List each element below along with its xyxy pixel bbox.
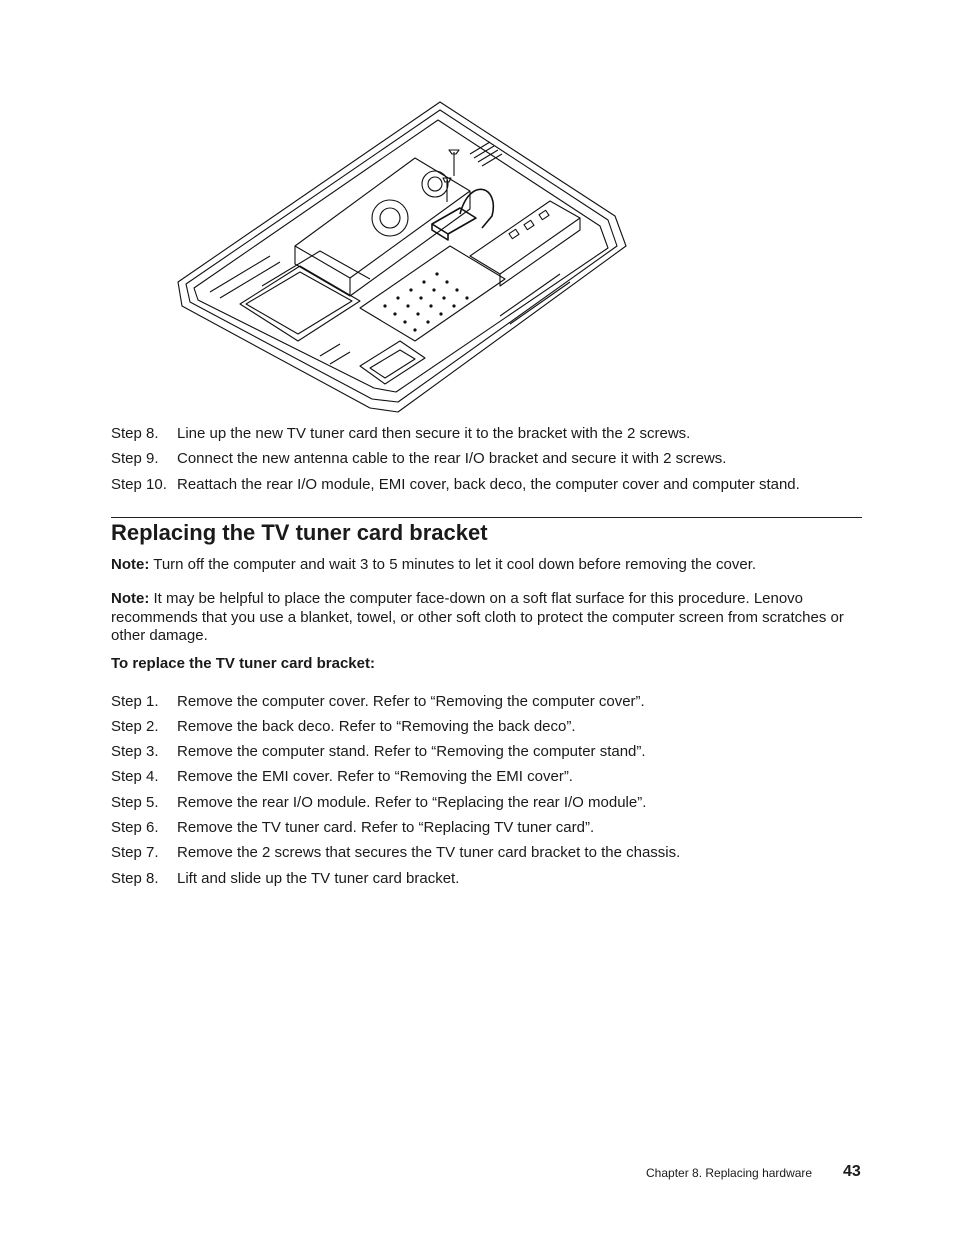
step-text: Remove the TV tuner card. Refer to “Replacing TV tuner card”. xyxy=(177,819,595,836)
figure-step-8 xyxy=(111,425,871,443)
procedure-step-4 xyxy=(111,768,871,786)
step-number: Step 4. xyxy=(111,768,159,785)
step-text: Remove the EMI cover. Refer to “Removing the EMI cover”. xyxy=(177,768,573,785)
step-text: Remove the rear I/O module. Refer to “Replacing the rear I/O module”. xyxy=(177,794,647,811)
note-face-down xyxy=(111,590,863,646)
note-cooldown xyxy=(111,556,863,575)
step-number: Step 10. xyxy=(111,476,167,493)
step-text: Remove the back deco. Refer to “Removing the back deco”. xyxy=(177,718,576,735)
footer-chapter-label: Chapter 8. Replacing hardware xyxy=(646,1166,813,1180)
note-label: Note: xyxy=(111,556,150,573)
step-number: Step 8. xyxy=(111,870,159,887)
note-text: It may be helpful to place the computer face-down on a soft flat surface for this procedure. Lenovo recommends that you use a blanket, towel, or other soft cloth to protect the computer screen from scratches or other damage. xyxy=(111,590,844,644)
procedure-step-1 xyxy=(111,693,871,711)
procedure-step-7 xyxy=(111,844,871,862)
step-number: Step 5. xyxy=(111,794,159,811)
step-number: Step 3. xyxy=(111,743,159,760)
note-text: Turn off the computer and wait 3 to 5 minutes to let it cool down before removing the cover. xyxy=(149,556,757,573)
step-text: Connect the new antenna cable to the rear I/O bracket and secure it with 2 screws. xyxy=(177,450,727,467)
step-number: Step 6. xyxy=(111,819,159,836)
step-text: Lift and slide up the TV tuner card bracket. xyxy=(177,870,460,887)
step-text: Reattach the rear I/O module, EMI cover, back deco, the computer cover and computer stand. xyxy=(177,476,800,493)
chassis-illustration xyxy=(170,96,630,416)
section-heading: Replacing the TV tuner card bracket xyxy=(111,520,488,545)
procedure-step-list xyxy=(111,693,871,888)
step-text: Remove the computer cover. Refer to “Removing the computer cover”. xyxy=(177,693,645,710)
step-text: Remove the computer stand. Refer to “Removing the computer stand”. xyxy=(177,743,646,760)
procedure-step-5 xyxy=(111,794,871,812)
footer-page-number: 43 xyxy=(843,1163,861,1180)
step-number: Step 2. xyxy=(111,718,159,735)
step-number: Step 8. xyxy=(111,425,159,442)
procedure-title: To replace the TV tuner card bracket: xyxy=(111,655,375,672)
figure-step-9 xyxy=(111,450,871,468)
procedure-step-6 xyxy=(111,819,871,837)
step-number: Step 1. xyxy=(111,693,159,710)
step-text: Remove the 2 screws that secures the TV tuner card bracket to the chassis. xyxy=(177,844,681,861)
figure-step-10 xyxy=(111,476,871,494)
figure-step-list xyxy=(111,425,871,494)
procedure-step-2 xyxy=(111,718,871,736)
step-number: Step 9. xyxy=(111,450,159,467)
procedure-step-8 xyxy=(111,870,871,888)
step-text: Line up the new TV tuner card then secure it to the bracket with the 2 screws. xyxy=(177,425,691,442)
procedure-step-3 xyxy=(111,743,871,761)
note-label: Note: xyxy=(111,590,150,607)
step-number: Step 7. xyxy=(111,844,159,861)
